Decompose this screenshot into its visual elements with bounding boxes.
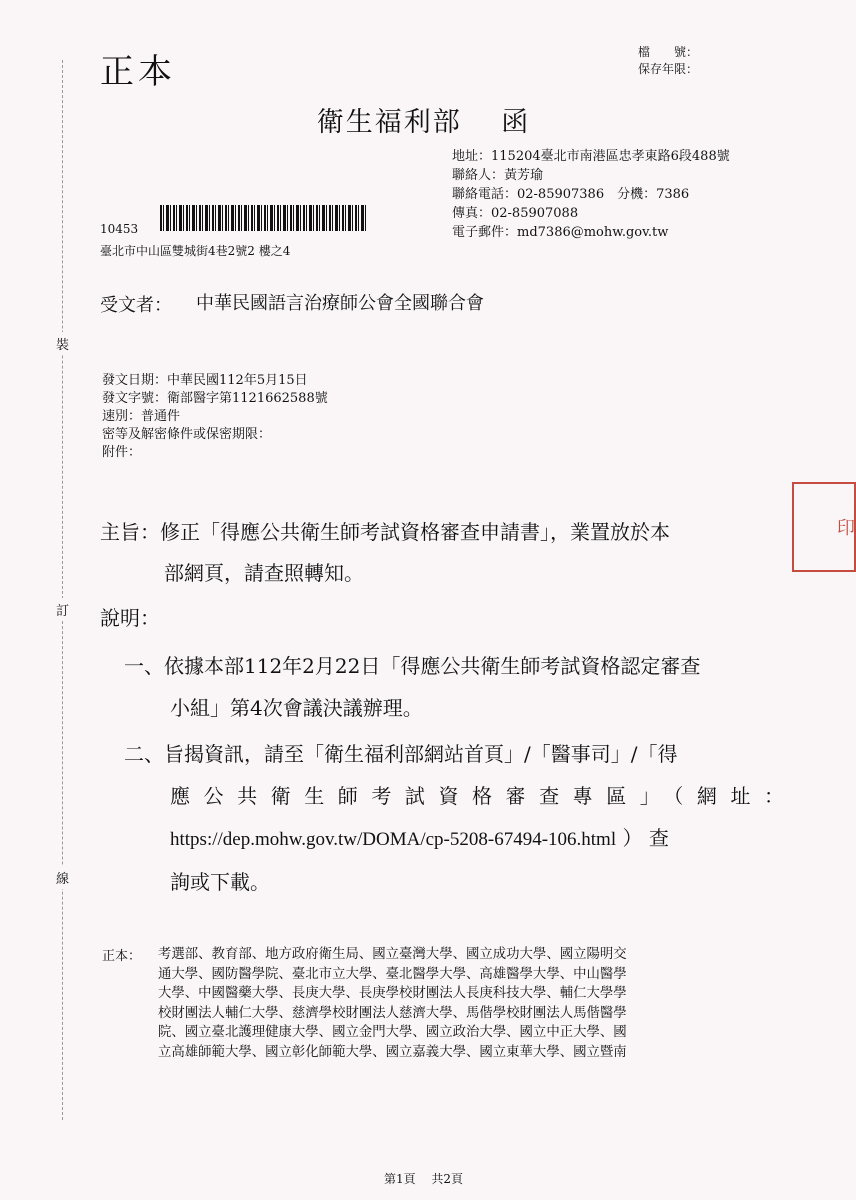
item2-line-1: 二、旨揭資訊，請至「衛生福利部網站首頁」/「醫事司」/「得 xyxy=(124,742,678,766)
item2-line-2: 應公共衛生師考試資格審查專區」（網址： xyxy=(170,784,784,808)
explanation-label: 說明： xyxy=(100,606,160,630)
barcode-image xyxy=(160,205,368,231)
item2-line-3 xyxy=(124,817,784,861)
recipients-line-1: 考選部、教育部、地方政府衛生局、國立臺灣大學、國立成功大學、國立陽明交 xyxy=(158,947,627,962)
page-footer: 第1頁 共2頁 xyxy=(383,1172,464,1186)
document-title: 衛生福利部 函 xyxy=(316,107,531,138)
item2-line-4: 詢或下載。 xyxy=(170,870,270,894)
recipient-label: 受文者： xyxy=(100,295,172,316)
recipients-line-5: 院、國立臺北護理健康大學、國立金門大學、國立政治大學、國立中正大學、國 xyxy=(158,1025,627,1040)
recipient-name: 中華民國語言治療師公會全國聯合會 xyxy=(196,293,484,314)
explanation-item-1 xyxy=(124,645,784,729)
recipients-line-3: 大學、中國醫藥大學、長庚大學、長庚學校財團法人長庚科技大學、輔仁大學學 xyxy=(158,986,627,1001)
subject-block xyxy=(100,512,780,594)
original-recipients-label: 正本： xyxy=(102,949,142,964)
recipients-line-2: 通大學、國防醫學院、臺北市立大學、臺北醫學大學、高雄醫學大學、中山醫學 xyxy=(158,966,627,982)
explanation-item-2 xyxy=(124,733,784,903)
website-link[interactable]: https://dep.mohw.gov.tw/DOMA/cp-5208-67494-106.html xyxy=(170,829,617,850)
binding-mark-ding: 訂 xyxy=(56,598,69,621)
binding-mark-zhuang: 裝 xyxy=(56,332,69,355)
subject-line-2: 部網頁，請查照轉知。 xyxy=(164,561,364,585)
dispatch-date: 發文日期：中華民國112年5月15日 xyxy=(102,373,308,388)
original-recipients-list xyxy=(158,945,770,1062)
subject-line-1: 主旨：修正「得應公共衛生師考試資格審查申請書」，業置放於本 xyxy=(100,520,670,544)
file-number-label: 檔 號： xyxy=(638,45,699,59)
contact-block xyxy=(452,147,792,242)
item1-line-2: 小組」第4次會議決議辦理。 xyxy=(170,696,423,720)
dispatch-number: 發文字號：衛部醫字第1121662588號 xyxy=(102,391,328,406)
binding-mark-xian: 線 xyxy=(56,866,69,889)
red-seal-stamp: 印 xyxy=(792,482,856,572)
retention-label: 保存年限： xyxy=(638,62,699,76)
contact-email: 電子郵件：md7386@mohw.gov.tw xyxy=(452,225,669,240)
attachment: 附件： xyxy=(102,445,142,460)
dispatch-info xyxy=(102,372,328,462)
mailing-address: 臺北市中山區雙城街4巷2號2 樓之4 xyxy=(100,244,291,258)
binding-line xyxy=(62,60,63,1120)
contact-person: 聯絡人：黃芳瑜 xyxy=(452,168,544,183)
original-copy-mark: 正本 xyxy=(100,52,176,92)
item2-line-3-tail: ） 查 xyxy=(622,826,669,850)
contact-phone: 聯絡電話：02-85907386 分機：7386 xyxy=(452,187,690,202)
recipients-line-6: 立高雄師範大學、國立彰化師範大學、國立嘉義大學、國立東華大學、國立暨南 xyxy=(158,1044,627,1060)
secrecy: 密等及解密條件或保密期限： xyxy=(102,427,272,442)
contact-address: 地址：115204臺北市南港區忠孝東路6段488號 xyxy=(452,149,730,164)
mailing-zip: 10453 xyxy=(100,222,139,236)
priority: 速別：普通件 xyxy=(102,409,181,424)
contact-fax: 傳真：02-85907088 xyxy=(452,206,579,221)
item1-line-1: 一、依據本部112年2月22日「得應公共衛生師考試資格認定審查 xyxy=(124,654,701,678)
recipients-line-4: 校財團法人輔仁大學、慈濟學校財團法人慈濟大學、馬偕學校財團法人馬偕醫學 xyxy=(158,1005,627,1021)
